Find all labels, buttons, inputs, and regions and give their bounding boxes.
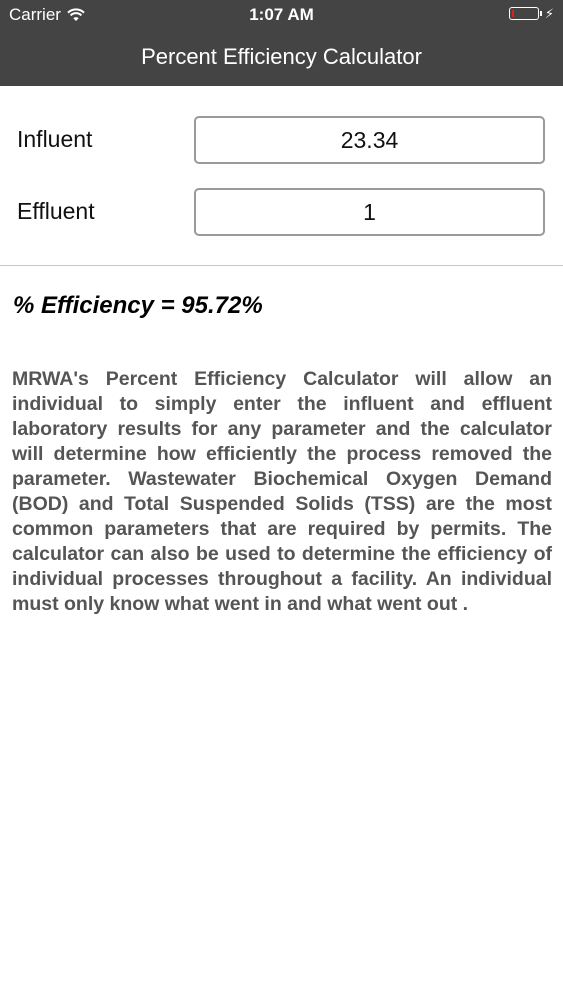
influent-label: Influent — [17, 126, 93, 152]
status-bar — [0, 0, 563, 30]
effluent-input[interactable] — [194, 188, 545, 236]
battery-icon — [509, 7, 554, 20]
status-time: 1:07 AM — [249, 5, 314, 24]
battery-body — [509, 7, 539, 20]
navigation-header — [0, 0, 563, 86]
carrier-label: Carrier — [9, 5, 61, 24]
calculator-description: MRWA's Percent Efficiency Calculator will allow an individual to simply enter the influent and effluent laboratory results for any parameter and the calculator will determine how efficiently the process removed the parameter. Wastewater Biochemical Oxygen Demand (BOD) and Total Suspended Solids (TSS) are the most common parameters that are required by permits. The calculator can also be used to determine the efficiency of individual processes throughout a facility. An individual must only know what went in and what went out . — [12, 368, 552, 615]
effluent-label: Effluent — [17, 198, 95, 224]
battery-level — [512, 10, 514, 17]
section-divider — [0, 265, 563, 266]
bolt-icon: ⚡︎ — [544, 6, 554, 21]
page-title: Percent Efficiency Calculator — [141, 44, 422, 69]
influent-input[interactable] — [194, 116, 545, 164]
battery-tip — [540, 11, 542, 16]
efficiency-result: % Efficiency = 95.72% — [13, 292, 263, 319]
